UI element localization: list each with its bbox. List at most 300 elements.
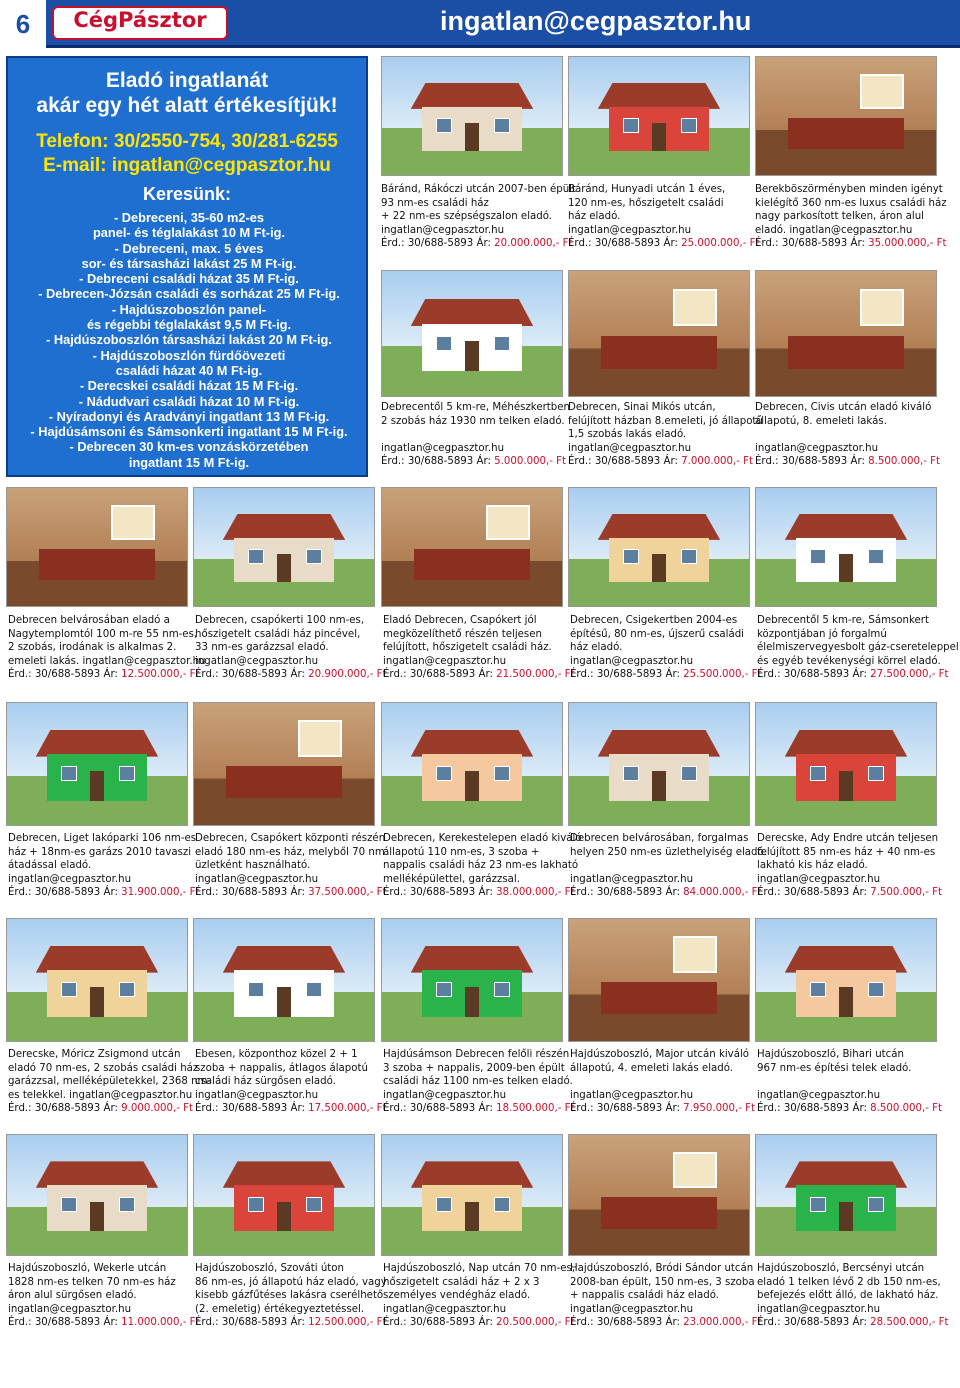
listing-description-line: eladó 180 nm-es ház, melyből 70 nm bbox=[195, 846, 385, 858]
listing-contact: Érd.: 30/688-5893 Ár: bbox=[8, 669, 118, 680]
listing-email-line[interactable]: ingatlan@cegpasztor.hu bbox=[195, 655, 319, 667]
house-photo bbox=[6, 918, 188, 1042]
listing-description-line: hőszigetelt családi ház pincével, bbox=[195, 628, 361, 640]
page-header bbox=[0, 0, 960, 48]
listing-description-line: melléképülettel, garázzsal. bbox=[383, 873, 520, 885]
logo-text: CégPásztor bbox=[73, 8, 207, 32]
listing-contact-line bbox=[757, 1316, 949, 1330]
listing-contact-line bbox=[570, 1102, 756, 1116]
promo-search-item: - Debrecen 30 km-es vonzáskörzetében bbox=[69, 439, 309, 455]
window bbox=[868, 766, 884, 781]
listing-description-line: Debrecen, Liget lakóparki 106 nm-es bbox=[8, 833, 197, 844]
listing-description-line: 2008-ban épült, 150 nm-es, 3 szoba bbox=[570, 1276, 755, 1288]
promo-search-item: sor- és társasházi lakást 25 M Ft-ig. bbox=[81, 255, 297, 271]
window bbox=[248, 982, 264, 997]
listing-price: 20.000.000,- Ft bbox=[494, 238, 573, 249]
listing-description-line: Debrecen, Civis utcán eladó kiváló bbox=[755, 402, 932, 413]
house-photo bbox=[193, 487, 375, 607]
listing-price: 20.500.000,- Ft bbox=[496, 1317, 575, 1328]
window bbox=[868, 549, 884, 563]
window bbox=[306, 549, 322, 563]
listing-contact: Érd.: 30/688-5893 Ár: bbox=[570, 1317, 680, 1328]
listing-email-line[interactable]: ingatlan@cegpasztor.hu bbox=[755, 442, 879, 454]
listing-description-line: állapotú, 8. emeleti lakás. bbox=[755, 415, 887, 427]
listing-description-line: megközelíthető részén teljesen bbox=[383, 628, 542, 640]
promo-search-item: - Debreceni, max. 5 éves bbox=[114, 240, 264, 256]
listing-description-line: Nagytemplomtól 100 m-re 55 nm-es, bbox=[8, 628, 198, 640]
listing-description-line: Derecske, Móricz Zsigmond utcán bbox=[8, 1049, 181, 1060]
window bbox=[494, 336, 510, 351]
listing-contact: Érd.: 30/688-5893 Ár: bbox=[570, 669, 680, 680]
listing-price: 25.000.000,- Ft bbox=[681, 238, 760, 249]
door bbox=[465, 771, 479, 800]
listing-description-line: Báránd, Rákóczi utcán 2007-ben épült bbox=[381, 184, 576, 195]
listing-contact: Érd.: 30/688-5893 Ár: bbox=[381, 456, 491, 467]
listing-description-line: 1828 nm-es telken 70 nm-es ház bbox=[8, 1276, 176, 1288]
promo-email[interactable]: E-mail: ingatlan@cegpasztor.hu bbox=[43, 155, 331, 176]
door bbox=[839, 987, 853, 1016]
listing-description-line: 86 nm-es, jó állapotú ház eladó, vagy bbox=[195, 1276, 387, 1288]
listing-description-line: központjában jó forgalmú bbox=[757, 628, 887, 640]
listing-description-line: Eladó Debrecen, Csapókert jól bbox=[383, 615, 537, 626]
promo-phone: Telefon: 30/2550-754, 30/281-6255 bbox=[36, 131, 338, 152]
room-backdrop bbox=[569, 919, 749, 1041]
roof bbox=[598, 83, 720, 109]
listing-text bbox=[570, 1262, 762, 1388]
house-photo bbox=[381, 1134, 563, 1256]
listing-contact-line bbox=[570, 886, 762, 900]
listing-contact-line bbox=[195, 1316, 387, 1330]
listing-email-line[interactable]: ingatlan@cegpasztor.hu bbox=[195, 1089, 319, 1101]
listing-email-line[interactable]: ingatlan@cegpasztor.hu bbox=[8, 873, 132, 885]
window bbox=[298, 720, 341, 757]
listing-description-line: + 22 nm-es szépségszalon eladó. bbox=[381, 211, 553, 222]
window bbox=[494, 766, 510, 781]
listing-email-line[interactable]: ingatlan@cegpasztor.hu bbox=[195, 873, 319, 885]
listing-description-line bbox=[757, 1075, 939, 1089]
listing-email-line[interactable]: ingatlan@cegpasztor.hu bbox=[383, 655, 507, 667]
window bbox=[436, 118, 452, 132]
window bbox=[61, 982, 77, 997]
listing-contact: Érd.: 30/688-5893 Ár: bbox=[383, 887, 493, 898]
listing-description-line: Debrecentől 5 km-re, Méhészkertben bbox=[381, 402, 570, 413]
window bbox=[810, 1197, 826, 1211]
listing-price: 20.900.000,- Ft bbox=[308, 669, 387, 680]
listing-email-line[interactable]: emeleti lakás. ingatlan@cegpasztor.hu bbox=[8, 655, 206, 667]
listing-description-line: és egyéb tevékenységi körrel eladó. bbox=[757, 655, 941, 667]
roof bbox=[598, 730, 720, 757]
listing-description-line: Hajdúszoboszló, Bródi Sándor utcán bbox=[570, 1263, 754, 1274]
room-backdrop bbox=[569, 1135, 749, 1255]
listing-email-line[interactable]: eladó. ingatlan@cegpasztor.hu bbox=[755, 224, 913, 236]
listing-price: 31.900.000,- Ft bbox=[121, 887, 200, 898]
promo-search-list bbox=[12, 210, 366, 470]
window bbox=[623, 766, 639, 781]
furniture bbox=[601, 336, 716, 369]
listing-contact-line bbox=[757, 886, 943, 900]
listing-email-line[interactable]: ingatlan@cegpasztor.hu bbox=[757, 1303, 881, 1315]
listing-email-line[interactable]: ingatlan@cegpasztor.hu bbox=[8, 1303, 132, 1315]
listing-description-line: 967 nm-es építési telek eladó. bbox=[757, 1062, 912, 1074]
listing-description-line: befejezés előtt álló, de lakható ház. bbox=[757, 1290, 939, 1301]
listing-price: 8.500.000,- Ft bbox=[868, 456, 941, 467]
listing-description-line: ház + 18nm-es garázs 2010 tavaszi bbox=[8, 846, 192, 858]
listing-contact: Érd.: 30/688-5893 Ár: bbox=[568, 238, 678, 249]
interior-photo bbox=[568, 918, 750, 1042]
listing-description-line: élelmiszervegyesbolt gáz-csereteleppel bbox=[757, 642, 959, 653]
listing-description-line: építésű, 80 nm-es, újszerű családi bbox=[570, 628, 744, 640]
listing-price: 17.500.000,- Ft bbox=[308, 1103, 387, 1114]
door bbox=[277, 987, 291, 1016]
listing-description-line: nappalis családi ház 23 nm-es lakható bbox=[383, 860, 579, 871]
door bbox=[90, 771, 104, 800]
house-photo bbox=[568, 56, 750, 176]
listing-description-line: Hajdúszoboszló, Szováti úton bbox=[195, 1263, 344, 1274]
listing-description-line: + nappalis családi ház eladó. bbox=[570, 1290, 720, 1301]
listing-contact: Érd.: 30/688-5893 Ár: bbox=[757, 887, 867, 898]
interior-photo bbox=[568, 1134, 750, 1256]
listing-contact-line bbox=[383, 668, 575, 682]
door bbox=[839, 554, 853, 582]
window bbox=[119, 1197, 135, 1211]
listing-description-line: Hajdúsámson Debrecen felőli részén bbox=[383, 1049, 570, 1060]
listing-description-line: üzletként használható. bbox=[195, 860, 311, 871]
door bbox=[652, 554, 666, 582]
promo-search-item: ingatlant 15 M Ft-ig. bbox=[128, 454, 250, 470]
window bbox=[623, 118, 639, 132]
listing-contact-line bbox=[755, 455, 941, 469]
window bbox=[111, 505, 154, 540]
listing-email-line[interactable]: ingatlan@cegpasztor.hu bbox=[570, 1303, 694, 1315]
listing-price: 8.500.000,- Ft bbox=[870, 1103, 943, 1114]
listing-contact: Érd.: 30/688-5893 Ár: bbox=[757, 1103, 867, 1114]
listing-description-line: Hajdúszoboszló, Major utcán kiváló bbox=[570, 1049, 750, 1060]
listing-price: 7.000.000,- Ft bbox=[681, 456, 754, 467]
listing-contact-line bbox=[195, 886, 387, 900]
listing-description-line: hőszigetelt családi ház + 2 x 3 bbox=[383, 1276, 540, 1288]
listing-price: 28.500.000,- Ft bbox=[870, 1317, 949, 1328]
window bbox=[681, 549, 697, 563]
listing-contact-line bbox=[8, 886, 200, 900]
listing-contact: Érd.: 30/688-5893 Ár: bbox=[568, 456, 678, 467]
listing-contact: Érd.: 30/688-5893 Ár: bbox=[8, 1103, 118, 1114]
interior-photo bbox=[568, 270, 750, 397]
listing-description-line: 2 szobás ház 1930 nm telken eladó. bbox=[381, 415, 565, 427]
door bbox=[465, 987, 479, 1016]
listing-description-line: átadással eladó. bbox=[8, 860, 92, 871]
interior-photo bbox=[381, 487, 563, 607]
room-backdrop bbox=[194, 703, 374, 825]
listing-description-line: eladó 1 telken lévő 2 db 150 nm-es, bbox=[757, 1276, 941, 1288]
promo-search-item: - Nádudvari családi házat 10 M Ft-ig. bbox=[78, 393, 300, 409]
window bbox=[673, 289, 716, 327]
listing-description-line: Debrecen, Sinai Mikós utcán, bbox=[568, 402, 716, 413]
door bbox=[277, 554, 291, 582]
listing-description-line: (2. emeletig) értékegyeztetéssel. bbox=[195, 1303, 365, 1315]
window bbox=[436, 982, 452, 997]
promo-search-item: - Hajdúszoboszlón fürdőövezeti bbox=[92, 347, 286, 363]
listing-contact-line bbox=[381, 455, 567, 469]
promo-search-item: - Debreceni, 35-60 m2-es bbox=[113, 210, 265, 225]
listing-price: 37.500.000,- Ft bbox=[308, 887, 387, 898]
listing-description-line: Báránd, Hunyadi utcán 1 éves, bbox=[568, 184, 726, 195]
promo-search-item: - Hajdúsámsoni és Sámsonkerti ingatlant 15 M Ft-ig. bbox=[30, 424, 348, 440]
listing-price: 21.500.000,- Ft bbox=[496, 669, 575, 680]
listing-description-line: családi ház 1100 nm-es telken eladó. bbox=[383, 1076, 573, 1087]
interior-photo bbox=[6, 487, 188, 607]
listing-price: 18.500.000,- Ft bbox=[496, 1103, 575, 1114]
furniture bbox=[601, 982, 716, 1014]
promo-search-item: családi házat 40 M Ft-ig. bbox=[115, 362, 263, 378]
window bbox=[306, 982, 322, 997]
door bbox=[90, 987, 104, 1016]
door bbox=[652, 771, 666, 800]
listing-description-line: személyes vendégház eladó. bbox=[383, 1290, 531, 1301]
door bbox=[839, 1202, 853, 1231]
listing-description-line: helyen 250 nm-es üzlethelyiség eladó. bbox=[570, 846, 767, 858]
listing-description-line: Debrecen, Csigekertben 2004-es bbox=[570, 615, 738, 626]
listing-description-line: 2 szobás, irodának is alkalmas 2. bbox=[8, 642, 177, 653]
house-photo bbox=[381, 918, 563, 1042]
promo-search-item: - Nyíradonyi és Aradványi ingatlant 13 M Ft-ig. bbox=[48, 408, 330, 424]
listing-description-line bbox=[381, 428, 563, 442]
listing-email-line[interactable]: ingatlan@cegpasztor.hu bbox=[383, 1303, 507, 1315]
window bbox=[119, 982, 135, 997]
listing-description-line: Berekböszörményben minden igényt bbox=[755, 184, 943, 195]
promo-contact bbox=[8, 130, 366, 178]
listing-price: 12.500.000,- Ft bbox=[308, 1317, 387, 1328]
promo-title-line: akár egy hét alatt értékesítjük! bbox=[36, 94, 338, 117]
listing-description-line: állapotú 110 nm-es, 3 szoba + bbox=[383, 846, 540, 858]
roof bbox=[411, 1161, 533, 1187]
listing-contact-line bbox=[383, 886, 575, 900]
listing-description-line: 3 szoba + nappalis, 2009-ben épült bbox=[383, 1062, 565, 1074]
roof bbox=[785, 1161, 907, 1187]
house-photo bbox=[755, 1134, 937, 1256]
listing-description-line: eladó 70 nm-es, 2 szobás családi ház bbox=[8, 1062, 199, 1074]
door bbox=[652, 123, 666, 151]
listing-price: 5.000.000,- Ft bbox=[494, 456, 567, 467]
room-backdrop bbox=[7, 488, 187, 606]
listing-email-line[interactable]: ingatlan@cegpasztor.hu bbox=[383, 1089, 507, 1101]
promo-search-item: - Hajdúszoboszlón panel- bbox=[111, 301, 267, 317]
listing-text bbox=[8, 1262, 200, 1388]
listing-contact: Érd.: 30/688-5893 Ár: bbox=[570, 887, 680, 898]
listing-description-line: 33 nm-es garázzsal eladó. bbox=[195, 642, 329, 653]
door bbox=[465, 341, 479, 371]
listing-price: 7.500.000,- Ft bbox=[870, 887, 943, 898]
listing-price: 35.000.000,- Ft bbox=[868, 238, 947, 249]
promo-search-item: - Debreceni családi házat 35 M Ft-ig. bbox=[79, 271, 299, 287]
roof bbox=[36, 1161, 158, 1187]
listing-description-line: állapotú, 4. emeleti lakás eladó. bbox=[570, 1062, 734, 1074]
house-photo bbox=[193, 1134, 375, 1256]
listing-description-line: 120 nm-es, hőszigetelt családi bbox=[568, 197, 724, 209]
roof bbox=[36, 946, 158, 973]
house-photo bbox=[6, 702, 188, 826]
listing-contact: Érd.: 30/688-5893 Ár: bbox=[381, 238, 491, 249]
room-backdrop bbox=[756, 271, 936, 396]
listing-text bbox=[383, 1262, 576, 1388]
house-photo bbox=[193, 918, 375, 1042]
listing-description-line: Hajdúszoboszló, Wekerle utcán bbox=[8, 1263, 167, 1274]
listing-description-line: kielégítő 360 nm-es luxus családi ház bbox=[755, 197, 947, 209]
room-backdrop bbox=[382, 488, 562, 606]
listing-contact-line bbox=[8, 1102, 194, 1116]
window bbox=[61, 766, 77, 781]
listing-description-line: felújított, hőszigetelt családi ház. bbox=[383, 642, 552, 653]
promo-search-item: - Derecskei családi házat 15 M Ft-ig. bbox=[79, 378, 299, 394]
listing-contact-line bbox=[757, 1102, 943, 1116]
door bbox=[839, 771, 853, 800]
listing-description-line: családi ház sürgősen eladó. bbox=[195, 1076, 336, 1087]
listing-contact-line bbox=[757, 668, 949, 682]
window bbox=[436, 1197, 452, 1211]
listing-description-line: Debrecen, Kerekestelepen eladó kiváló bbox=[383, 833, 582, 844]
listing-contact: Érd.: 30/688-5893 Ár: bbox=[195, 1317, 305, 1328]
door bbox=[465, 1202, 479, 1231]
listing-contact: Érd.: 30/688-5893 Ár: bbox=[757, 1317, 867, 1328]
listing-email-line[interactable]: es telekkel. ingatlan@cegpasztor.hu bbox=[8, 1089, 193, 1101]
promo-search-item: panel- és téglalakást 10 M Ft-ig. bbox=[92, 225, 285, 241]
listing-price: 9.000.000,- Ft bbox=[121, 1103, 194, 1114]
listing-contact-line bbox=[568, 455, 754, 469]
promo-search-item: - Hajdúszoboszlón társasházi lakást 20 M Ft-ig. bbox=[46, 332, 332, 348]
listing-description-line: ház eladó. bbox=[570, 642, 623, 653]
listing-contact-line bbox=[755, 237, 947, 251]
window bbox=[248, 1197, 264, 1211]
listing-price: 11.000.000,- Ft bbox=[121, 1317, 200, 1328]
roof bbox=[411, 299, 533, 327]
listing-contact: Érd.: 30/688-5893 Ár: bbox=[195, 669, 305, 680]
roof bbox=[785, 730, 907, 757]
listing-price: 12.500.000,- Ft bbox=[121, 669, 200, 680]
listing-email-line[interactable]: ingatlan@cegpasztor.hu bbox=[757, 873, 881, 885]
listing-contact-line bbox=[383, 1102, 575, 1116]
listing-contact-line bbox=[195, 1102, 387, 1116]
roof bbox=[598, 514, 720, 540]
listing-price: 23.000.000,- Ft bbox=[683, 1317, 762, 1328]
listing-email-line[interactable]: ingatlan@cegpasztor.hu bbox=[568, 224, 692, 236]
house-photo bbox=[381, 702, 563, 826]
roof bbox=[223, 514, 345, 540]
house-photo bbox=[755, 918, 937, 1042]
house-photo bbox=[568, 487, 750, 607]
window bbox=[810, 766, 826, 781]
listing-price: 7.950.000,- Ft bbox=[683, 1103, 756, 1114]
furniture bbox=[414, 549, 529, 580]
listing-contact-line bbox=[568, 237, 760, 251]
listing-description-line: Debrecentől 5 km-re, Sámsonkert bbox=[757, 615, 929, 626]
door bbox=[277, 1202, 291, 1231]
listing-description-line: nagy parkosított telken, áron alul bbox=[755, 211, 925, 222]
listing-email-line[interactable]: ingatlan@cegpasztor.hu bbox=[757, 1089, 881, 1101]
window bbox=[436, 336, 452, 351]
window bbox=[860, 289, 903, 327]
listing-description-line: szoba + nappalis, átlagos álapotú bbox=[195, 1062, 368, 1074]
listing-description-line: Debrecen belvárosában, forgalmas bbox=[570, 833, 749, 844]
window bbox=[681, 118, 697, 132]
listing-email-line[interactable]: ingatlan@cegpasztor.hu bbox=[570, 1089, 694, 1101]
interior-photo bbox=[193, 702, 375, 826]
listing-email-line[interactable]: ingatlan@cegpasztor.hu bbox=[381, 442, 505, 454]
window bbox=[623, 549, 639, 563]
listing-description-line: Hajdúszoboszló, Nap utcán 70 nm-es, bbox=[383, 1263, 576, 1274]
listing-price: 84.000.000,- Ft bbox=[683, 887, 762, 898]
listing-description-line: Ebesen, központhoz közel 2 + 1 bbox=[195, 1049, 358, 1060]
listing-email-line[interactable]: ingatlan@cegpasztor.hu bbox=[570, 873, 694, 885]
listing-description-line: áron alul sürgősen eladó. bbox=[8, 1290, 137, 1301]
roof bbox=[785, 946, 907, 973]
door bbox=[465, 123, 479, 151]
window bbox=[486, 505, 529, 540]
listing-contact: Érd.: 30/688-5893 Ár: bbox=[755, 456, 865, 467]
listing-contact-line bbox=[383, 1316, 575, 1330]
window bbox=[673, 1152, 716, 1188]
furniture bbox=[601, 1197, 716, 1228]
promo-box bbox=[6, 56, 368, 477]
window bbox=[119, 766, 135, 781]
listing-email-line[interactable]: ingatlan@cegpasztor.hu bbox=[570, 655, 694, 667]
window bbox=[860, 74, 903, 109]
listing-description-line: felújított 85 nm-es ház + 40 nm-es bbox=[757, 846, 936, 858]
listing-contact-line bbox=[8, 668, 200, 682]
listing-contact: Érd.: 30/688-5893 Ár: bbox=[383, 669, 493, 680]
furniture bbox=[226, 766, 341, 798]
roof bbox=[411, 730, 533, 757]
listing-contact-line bbox=[570, 668, 762, 682]
window bbox=[306, 1197, 322, 1211]
house-photo bbox=[755, 702, 937, 826]
window bbox=[494, 982, 510, 997]
listing-description-line: Debrecen, Csapókert központi részén bbox=[195, 833, 386, 844]
promo-title bbox=[8, 68, 366, 118]
listing-contact: Érd.: 30/688-5893 Ár: bbox=[195, 887, 305, 898]
listing-description-line: Hajdúszoboszló, Bercsényi utcán bbox=[757, 1263, 925, 1274]
door bbox=[90, 1202, 104, 1231]
window bbox=[61, 1197, 77, 1211]
listing-description-line: kisebb gázfűtéses lakásra cserélhető bbox=[195, 1290, 384, 1301]
listing-email-line[interactable]: ingatlan@cegpasztor.hu bbox=[381, 224, 505, 236]
listing-contact-line bbox=[570, 1316, 762, 1330]
listing-contact: Érd.: 30/688-5893 Ár: bbox=[195, 1103, 305, 1114]
listing-contact: Érd.: 30/688-5893 Ár: bbox=[570, 1103, 680, 1114]
listing-email-line[interactable]: ingatlan@cegpasztor.hu bbox=[568, 442, 692, 454]
window bbox=[673, 936, 716, 973]
window bbox=[868, 1197, 884, 1211]
header-email[interactable]: ingatlan@cegpasztor.hu bbox=[440, 6, 752, 36]
listing-contact: Érd.: 30/688-5893 Ár: bbox=[8, 887, 118, 898]
listing-contact: Érd.: 30/688-5893 Ár: bbox=[755, 238, 865, 249]
furniture bbox=[39, 549, 154, 580]
listing-contact-line bbox=[381, 237, 573, 251]
promo-search-item: - Debrecen-Józsán családi és sorházat 25 M Ft-ig. bbox=[38, 286, 340, 302]
listing-description-line: felújított házban 8.emeleti, jó állapotú bbox=[568, 415, 763, 427]
listing-contact: Érd.: 30/688-5893 Ár: bbox=[383, 1103, 493, 1114]
house-photo bbox=[381, 270, 563, 397]
house-photo bbox=[755, 487, 937, 607]
listing-contact-line bbox=[195, 668, 387, 682]
listing-description-line bbox=[755, 428, 937, 442]
listing-contact: Érd.: 30/688-5893 Ár: bbox=[757, 669, 867, 680]
listing-price: 25.500.000,- Ft bbox=[683, 669, 762, 680]
listing-contact: Érd.: 30/688-5893 Ár: bbox=[8, 1317, 118, 1328]
promo-search-title: Keresünk: bbox=[142, 184, 232, 204]
promo-search-item: és régebbi téglalakást 9,5 M Ft-ig. bbox=[86, 317, 292, 333]
listing-description-line: 93 nm-es családi ház bbox=[381, 197, 489, 209]
listing-description-line bbox=[570, 1075, 752, 1089]
window bbox=[681, 766, 697, 781]
